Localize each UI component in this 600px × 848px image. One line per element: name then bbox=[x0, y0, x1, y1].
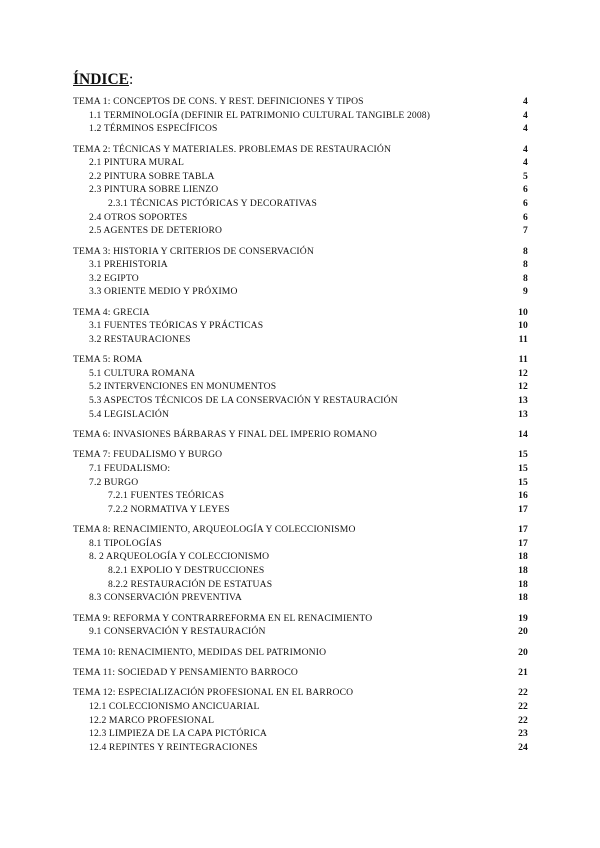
toc-entry-page-number: 4 bbox=[523, 96, 528, 107]
toc-entry-page-number: 20 bbox=[518, 646, 528, 658]
toc-entry-page-number: 17 bbox=[518, 503, 528, 515]
toc-entry-title: 8.1 TIPOLOGÍAS bbox=[89, 537, 162, 549]
toc-entry-title: 12.2 MARCO PROFESIONAL bbox=[89, 714, 215, 726]
toc-section-entry[interactable] bbox=[73, 170, 528, 184]
toc-entry-title: 2.2 PINTURA SOBRE TABLA bbox=[89, 170, 215, 182]
toc-entry-page-number: 20 bbox=[518, 626, 528, 638]
toc-subsection-entry[interactable] bbox=[73, 503, 528, 517]
toc-entry-page-number: 4 bbox=[523, 109, 528, 121]
toc-entry-page-number: 13 bbox=[518, 395, 528, 407]
toc-entry-title: TEMA 4: GRECIA bbox=[73, 306, 150, 318]
toc-entry-title: 12.3 LIMPIEZA DE LA CAPA PICTÓRICA bbox=[89, 728, 267, 740]
toc-entry-title: 7.2 BURGO bbox=[89, 476, 139, 488]
toc-entry-title: 5.3 ASPECTOS TÉCNICOS DE LA CONSERVACIÓN Y RESTAURACIÓN bbox=[89, 395, 398, 407]
toc-entry-title: 3.1 PREHISTORIA bbox=[89, 259, 168, 271]
toc-entry-page-number: 22 bbox=[518, 687, 528, 699]
toc-entry-page-number: 23 bbox=[518, 728, 528, 740]
toc-entry-page-number: 15 bbox=[518, 463, 528, 475]
toc-entry-page-number: 8 bbox=[523, 272, 528, 284]
toc-entry-page-number: 19 bbox=[518, 612, 528, 624]
toc-section-entry[interactable] bbox=[73, 394, 528, 408]
toc-entry-title: 7.1 FEUDALISMO: bbox=[89, 463, 171, 475]
toc-chapter-entry[interactable] bbox=[73, 646, 528, 660]
toc-entry-title: TEMA 6: INVASIONES BÁRBARAS Y FINAL DEL IMPERIO ROMANO bbox=[73, 429, 377, 441]
toc-entry-title: 8.3 CONSERVACIÓN PREVENTIVA bbox=[89, 592, 242, 604]
table-of-contents bbox=[73, 95, 528, 754]
toc-section-entry[interactable] bbox=[73, 537, 528, 551]
toc-section-entry[interactable] bbox=[73, 156, 528, 170]
toc-entry-title: TEMA 7: FEUDALISMO Y BURGO bbox=[73, 449, 223, 461]
toc-entry-page-number: 10 bbox=[518, 306, 528, 318]
toc-entry-page-number: 15 bbox=[518, 476, 528, 488]
toc-entry-title: TEMA 2: TÉCNICAS Y MATERIALES. PROBLEMAS DE RESTAURACIÓN bbox=[73, 143, 392, 155]
toc-entry-title: 3.2 EGIPTO bbox=[89, 272, 139, 284]
toc-entry-page-number: 24 bbox=[518, 741, 528, 753]
toc-section-entry[interactable] bbox=[73, 476, 528, 490]
toc-chapter-entry[interactable] bbox=[73, 686, 528, 700]
toc-entry-page-number: 22 bbox=[518, 700, 528, 712]
toc-entry-title: 3.3 ORIENTE MEDIO Y PRÓXIMO bbox=[89, 286, 238, 298]
toc-section-entry[interactable] bbox=[73, 319, 528, 333]
toc-entry-title: 2.3 PINTURA SOBRE LIENZO bbox=[89, 184, 219, 196]
toc-entry-page-number: 6 bbox=[523, 211, 528, 223]
toc-section-entry[interactable] bbox=[73, 591, 528, 605]
toc-subsection-entry[interactable] bbox=[73, 489, 528, 503]
toc-entry-page-number: 14 bbox=[518, 429, 528, 441]
toc-chapter-entry[interactable] bbox=[73, 612, 528, 626]
toc-section-entry[interactable] bbox=[73, 625, 528, 639]
toc-subsection-entry[interactable] bbox=[73, 578, 528, 592]
toc-entry-page-number: 4 bbox=[523, 157, 528, 169]
toc-section-entry[interactable] bbox=[73, 367, 528, 381]
toc-entry-title: TEMA 8: RENACIMIENTO, ARQUEOLOGÍA Y COLECCIONISMO bbox=[73, 524, 356, 536]
toc-section-entry[interactable] bbox=[73, 258, 528, 272]
toc-section-entry[interactable] bbox=[73, 183, 528, 197]
toc-chapter-entry[interactable] bbox=[73, 95, 528, 109]
toc-entry-title: 12.1 COLECCIONISMO ANCICUARIAL bbox=[89, 700, 260, 712]
toc-entry-page-number: 9 bbox=[523, 286, 528, 298]
toc-section-entry[interactable] bbox=[73, 408, 528, 422]
toc-chapter-entry[interactable] bbox=[73, 666, 528, 680]
toc-entry-title: 2.4 OTROS SOPORTES bbox=[89, 211, 188, 223]
toc-section-entry[interactable] bbox=[73, 741, 528, 755]
toc-entry-page-number: 11 bbox=[518, 333, 528, 345]
toc-entry-title: TEMA 12: ESPECIALIZACIÓN PROFESIONAL EN EL BARROCO bbox=[73, 687, 354, 699]
toc-subsection-entry[interactable] bbox=[73, 197, 528, 211]
toc-entry-title: 7.2.1 FUENTES TEÓRICAS bbox=[108, 490, 225, 502]
toc-entry-page-number: 15 bbox=[518, 449, 528, 461]
toc-entry-title: TEMA 3: HISTORIA Y CRITERIOS DE CONSERVACIÓN bbox=[73, 245, 314, 257]
toc-entry-page-number: 18 bbox=[518, 578, 528, 590]
toc-chapter-entry[interactable] bbox=[73, 245, 528, 259]
toc-entry-title: 12.4 REPINTES Y REINTEGRACIONES bbox=[89, 741, 258, 753]
toc-subsection-entry[interactable] bbox=[73, 564, 528, 578]
toc-entry-page-number: 18 bbox=[518, 564, 528, 576]
toc-section-entry[interactable] bbox=[73, 122, 528, 136]
toc-section-entry[interactable] bbox=[73, 224, 528, 238]
toc-entry-page-number: 22 bbox=[518, 714, 528, 726]
toc-entry-page-number: 17 bbox=[518, 524, 528, 536]
toc-chapter-entry[interactable] bbox=[73, 306, 528, 320]
toc-entry-page-number: 17 bbox=[518, 537, 528, 549]
toc-entry-page-number: 16 bbox=[518, 490, 528, 502]
toc-chapter-entry[interactable] bbox=[73, 143, 528, 157]
toc-entry-page-number: 7 bbox=[523, 225, 528, 237]
toc-section-entry[interactable] bbox=[73, 700, 528, 714]
toc-entry-title: 8.2.2 RESTAURACIÓN DE ESTATUAS bbox=[108, 578, 273, 590]
index-title: ÍNDICE bbox=[73, 71, 129, 88]
toc-entry-page-number: 12 bbox=[518, 367, 528, 379]
toc-entry-title: 5.4 LEGISLACIÓN bbox=[89, 408, 170, 420]
toc-entry-page-number: 8 bbox=[523, 245, 528, 257]
toc-entry-page-number: 6 bbox=[523, 197, 528, 209]
toc-entry-title: 7.2.2 NORMATIVA Y LEYES bbox=[108, 503, 230, 515]
toc-entry-title: 1.1 TERMINOLOGÍA (DEFINIR EL PATRIMONIO CULTURAL TANGIBLE 2008) bbox=[89, 109, 431, 121]
toc-entry-page-number: 8 bbox=[523, 259, 528, 271]
toc-entry-title: 5.1 CULTURA ROMANA bbox=[89, 367, 196, 379]
toc-entry-title: 9.1 CONSERVACIÓN Y RESTAURACIÓN bbox=[89, 626, 266, 638]
toc-entry-page-number: 13 bbox=[518, 408, 528, 420]
toc-entry-page-number: 18 bbox=[518, 592, 528, 604]
toc-entry-page-number: 11 bbox=[518, 354, 528, 366]
toc-section-entry[interactable] bbox=[73, 333, 528, 347]
toc-entry-page-number: 5 bbox=[523, 170, 528, 182]
toc-entry-title: 2.5 AGENTES DE DETERIORO bbox=[89, 225, 223, 237]
toc-entry-page-number: 10 bbox=[518, 320, 528, 332]
toc-entry-title: 3.2 RESTAURACIONES bbox=[89, 333, 191, 345]
toc-entry-title: TEMA 10: RENACIMIENTO, MEDIDAS DEL PATRIMONIO bbox=[73, 646, 327, 658]
toc-chapter-entry[interactable] bbox=[73, 428, 528, 442]
toc-entry-title: TEMA 11: SOCIEDAD Y PENSAMIENTO BARROCO bbox=[73, 666, 299, 678]
index-title-colon: : bbox=[128, 71, 134, 88]
index-heading bbox=[73, 71, 133, 89]
toc-entry-page-number: 6 bbox=[523, 184, 528, 196]
toc-entry-page-number: 12 bbox=[518, 381, 528, 393]
toc-entry-page-number: 4 bbox=[523, 143, 528, 155]
toc-entry-title: 1.2 TÉRMINOS ESPECÍFICOS bbox=[89, 123, 218, 135]
toc-section-entry[interactable] bbox=[73, 550, 528, 564]
toc-chapter-entry[interactable] bbox=[73, 448, 528, 462]
toc-section-entry[interactable] bbox=[73, 285, 528, 299]
toc-entry-title: 2.3.1 TÉCNICAS PICTÓRICAS Y DECORATIVAS bbox=[108, 197, 317, 209]
toc-entry-title: TEMA 9: REFORMA Y CONTRARREFORMA EN EL RENACIMIENTO bbox=[73, 612, 373, 624]
toc-entry-title: 3.1 FUENTES TEÓRICAS Y PRÁCTICAS bbox=[89, 320, 264, 332]
toc-section-entry[interactable] bbox=[73, 380, 528, 394]
toc-section-entry[interactable] bbox=[73, 211, 528, 225]
toc-chapter-entry[interactable] bbox=[73, 523, 528, 537]
toc-entry-title: 8. 2 ARQUEOLOGÍA Y COLECCIONISMO bbox=[89, 551, 270, 563]
toc-section-entry[interactable] bbox=[73, 272, 528, 286]
toc-entry-title: 5.2 INTERVENCIONES EN MONUMENTOS bbox=[89, 381, 277, 393]
toc-entry-title: TEMA 1: CONCEPTOS DE CONS. Y REST. DEFINICIONES Y TIPOS bbox=[73, 96, 364, 107]
toc-entry-page-number: 4 bbox=[523, 123, 528, 135]
toc-section-entry[interactable] bbox=[73, 727, 528, 741]
toc-entry-title: 2.1 PINTURA MURAL bbox=[89, 157, 185, 169]
toc-chapter-entry[interactable] bbox=[73, 353, 528, 367]
toc-section-entry[interactable] bbox=[73, 714, 528, 728]
toc-entry-page-number: 18 bbox=[518, 551, 528, 563]
toc-section-entry[interactable] bbox=[73, 109, 528, 123]
toc-section-entry[interactable] bbox=[73, 462, 528, 476]
toc-entry-title: 8.2.1 EXPOLIO Y DESTRUCCIONES bbox=[108, 564, 265, 576]
toc-entry-page-number: 21 bbox=[518, 666, 528, 678]
toc-entry-title: TEMA 5: ROMA bbox=[73, 354, 143, 366]
